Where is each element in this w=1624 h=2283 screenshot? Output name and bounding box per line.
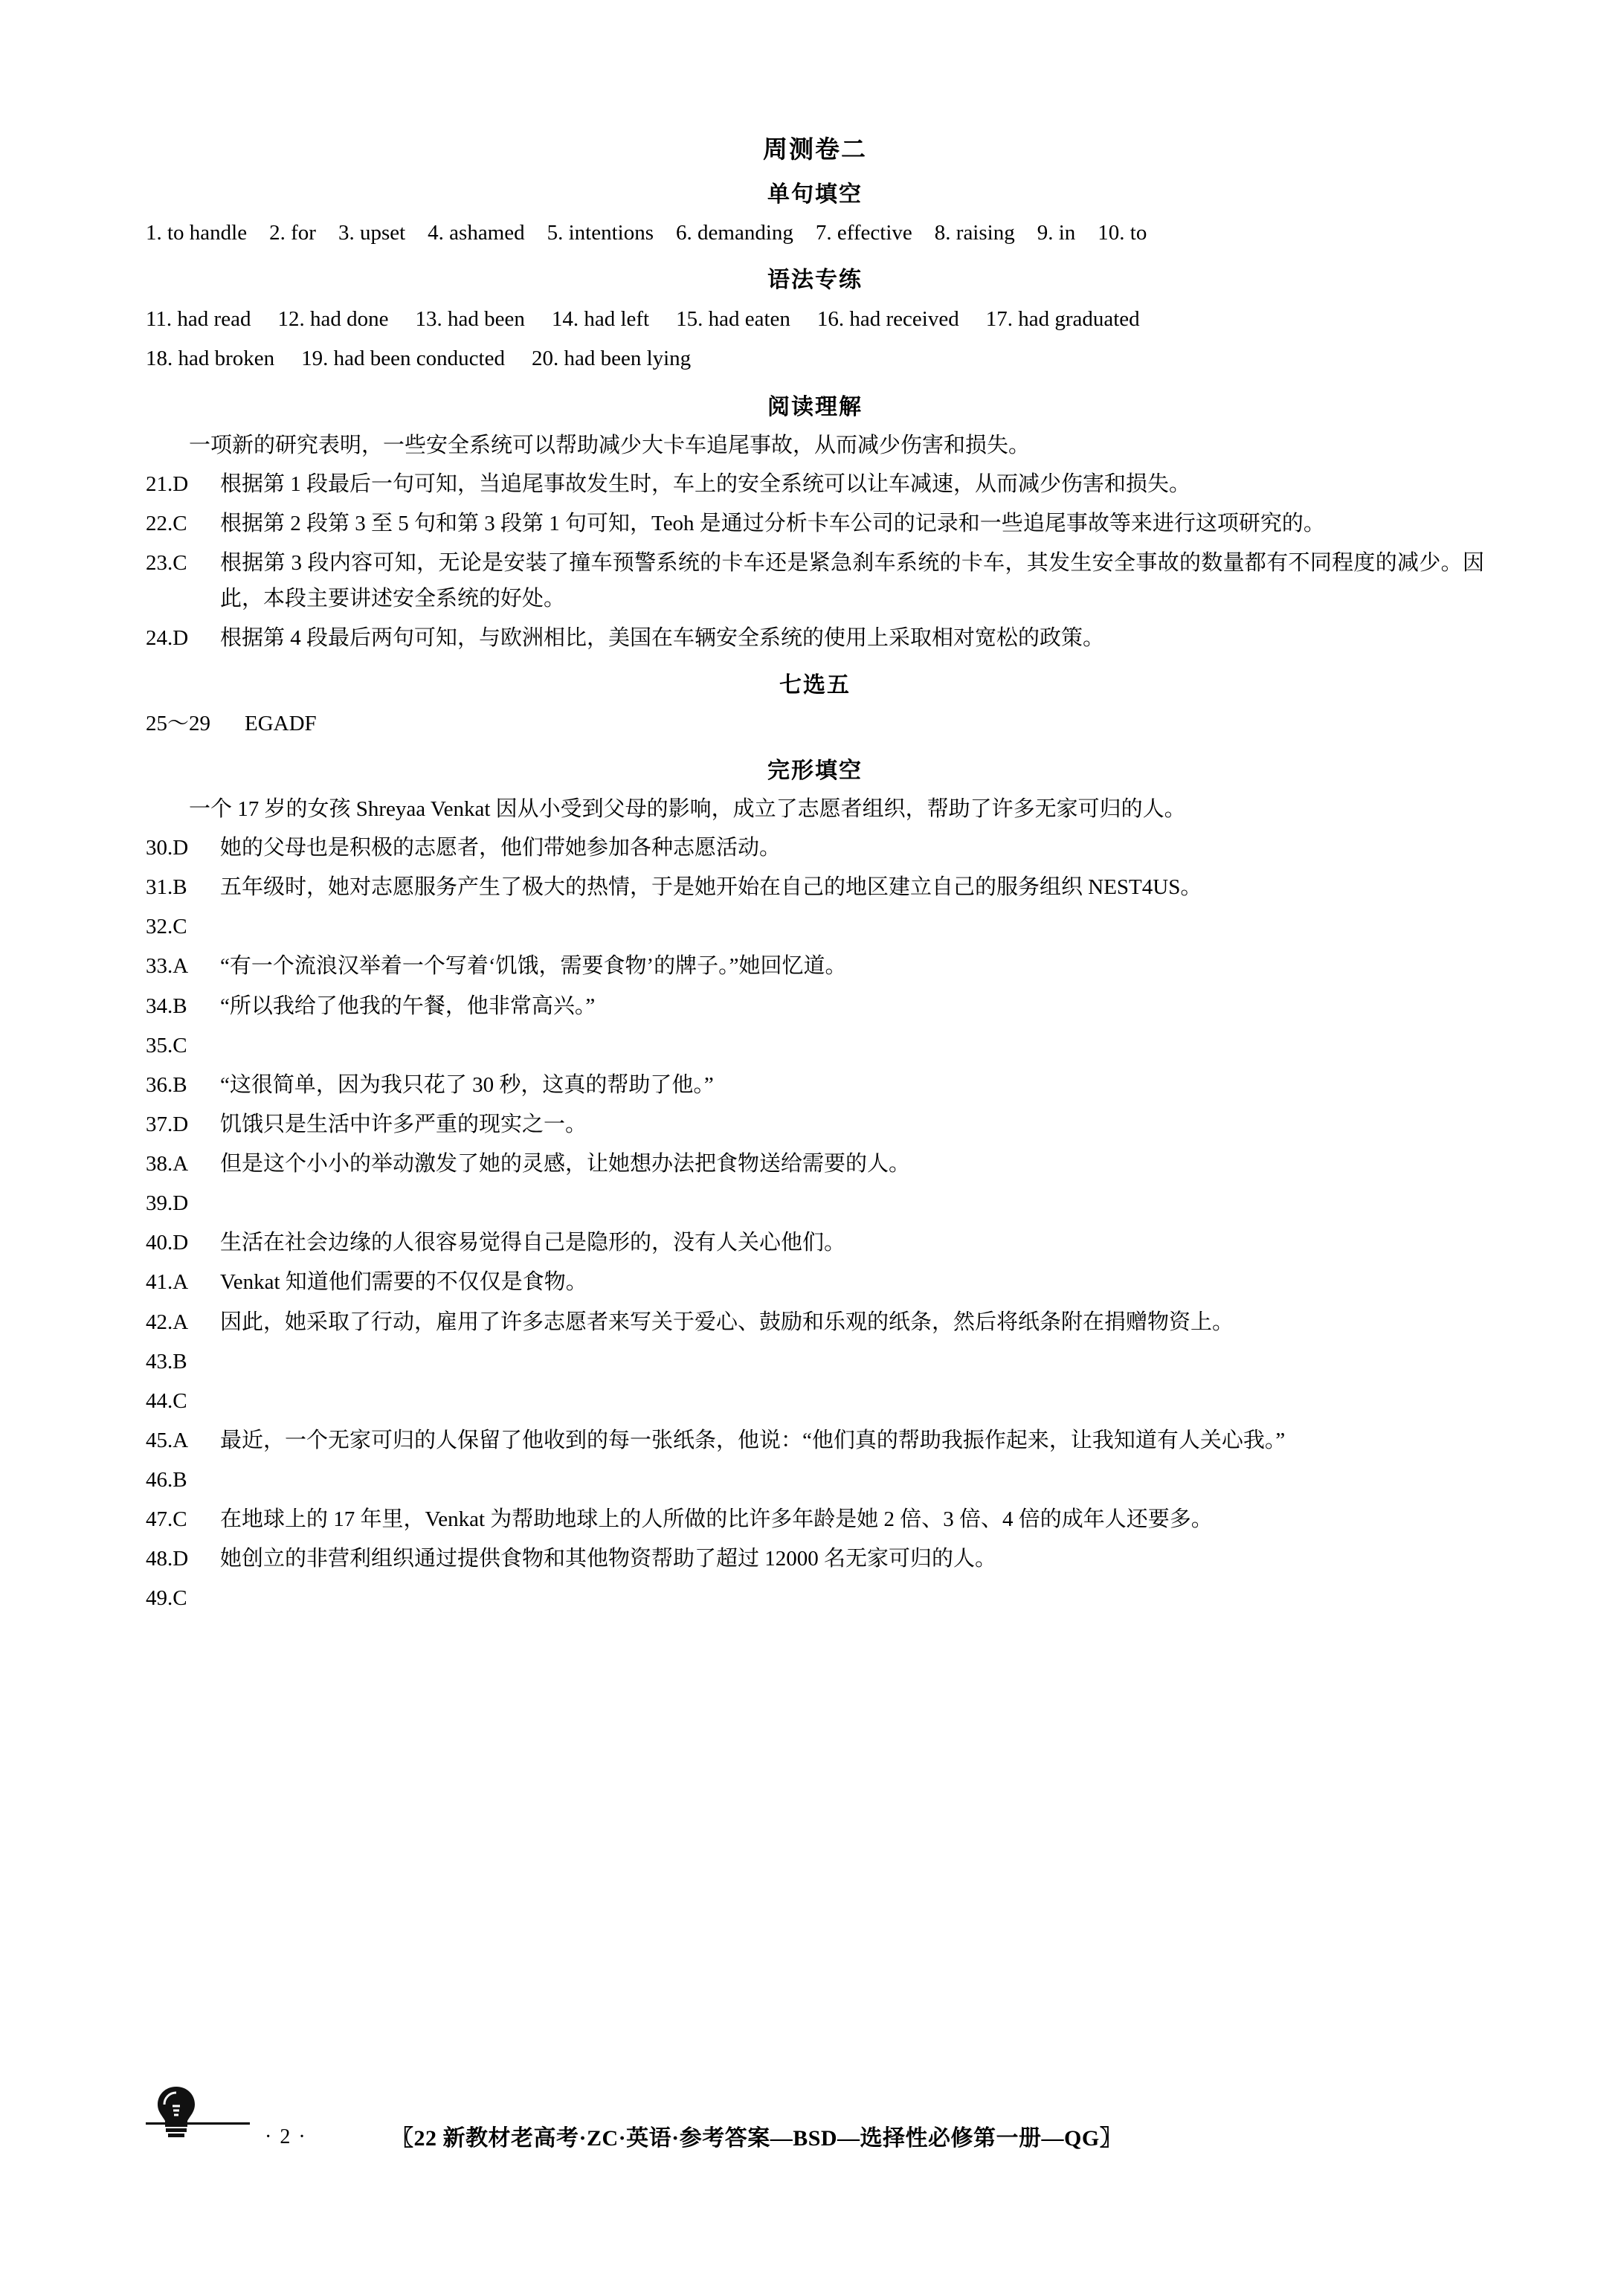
cloze-summary: 一个 17 岁的女孩 Shreyaa Venkat 因从小受到父母的影响，成立了志愿者组织，帮助了许多无家可归的人。	[189, 797, 1186, 822]
answer-text: 因此，她采取了行动，雇用了许多志愿者来写关于爱心、鼓励和乐观的纸条，然后将纸条附在捐赠物资上。	[220, 1310, 1234, 1334]
answer-text: 她的父母也是积极的志愿者，他们带她参加各种志愿活动。	[220, 836, 782, 860]
answer-number: 33.A	[146, 954, 189, 979]
page-content	[146, 130, 1484, 1620]
answer-item: 6. demanding	[676, 221, 793, 245]
reading-summary: 一项新的研究表明，一些安全系统可以帮助减少大卡车追尾事故，从而减少伤害和损失。	[189, 433, 1031, 457]
answer-number: 23.C	[146, 550, 187, 575]
answer-explanation-33	[146, 948, 1484, 984]
answer-item: 19. had been conducted	[301, 347, 505, 371]
answer-explanation-44	[146, 1383, 1484, 1419]
answer-item: 12. had done	[277, 306, 389, 331]
answer-number: 34.B	[146, 994, 187, 1018]
answer-item: 11. had read	[146, 306, 251, 331]
answer-item: 7. effective	[815, 221, 912, 245]
section-heading-grammar: 语法专练	[767, 267, 863, 292]
answer-number: 40.D	[146, 1231, 189, 1255]
answer-item: 17. had graduated	[985, 306, 1140, 331]
grammar-answers-row-1	[146, 301, 1484, 338]
answer-text: 饥饿只是生活中许多严重的现实之一。	[220, 1112, 587, 1136]
answer-explanation-49	[146, 1580, 1484, 1616]
answer-item: 10. to	[1098, 221, 1147, 245]
answer-explanation-45	[146, 1423, 1484, 1458]
answer-text	[217, 909, 1484, 944]
answer-text: 但是这个小小的举动激发了她的灵感，让她想办法把食物送给需要的人。	[220, 1152, 911, 1176]
answer-explanation-47	[146, 1501, 1484, 1537]
answer-number: 44.C	[146, 1388, 187, 1413]
answer-explanation-31	[146, 869, 1484, 905]
answer-explanation-42	[146, 1304, 1484, 1340]
answer-number: 46.B	[146, 1468, 187, 1493]
answer-number: 38.A	[146, 1152, 189, 1176]
answer-item: 8. raising	[934, 221, 1015, 245]
answer-item: 5. intentions	[547, 221, 654, 245]
answer-number: 21.D	[146, 471, 189, 496]
answer-text	[217, 1580, 1484, 1616]
answer-explanation-23	[146, 545, 1484, 616]
answer-text: 她创立的非营利组织通过提供食物和其他物资帮助了超过 12000 名无家可归的人。	[220, 1547, 997, 1571]
answer-text	[217, 1344, 1484, 1379]
answer-text: 在地球上的 17 年里，Venkat 为帮助地球上的人所做的比许多年龄是她 2 倍、3 倍、4 倍的成年人还要多。	[220, 1507, 1213, 1532]
answer-number: 22.C	[146, 511, 187, 535]
answer-explanation-35	[146, 1028, 1484, 1063]
answer-number: 41.A	[146, 1270, 189, 1295]
answer-item: 16. had received	[816, 306, 959, 331]
answer-item: 3. upset	[338, 221, 406, 245]
answer-explanation-41	[146, 1264, 1484, 1300]
answer-number: 49.C	[146, 1586, 187, 1611]
answer-text: 根据第 4 段最后两句可知，与欧洲相比，美国在车辆安全系统的使用上采取相对宽松的政策。	[220, 626, 1105, 651]
section-heading-reading: 阅读理解	[767, 394, 863, 419]
answer-explanation-34	[146, 988, 1484, 1024]
answer-explanation-24	[146, 620, 1484, 656]
answer-number: 36.B	[146, 1072, 187, 1097]
answer-item: 13. had been	[415, 306, 525, 331]
answer-explanation-46	[146, 1462, 1484, 1498]
page-title: 周测卷二	[763, 137, 867, 164]
answer-text	[217, 1383, 1484, 1419]
section-heading-fill-in-blanks: 单句填空	[767, 182, 863, 207]
answer-text: “有一个流浪汉举着一个写着‘饥饿，需要食物’的牌子。”她回忆道。	[220, 954, 847, 979]
answer-text: “这很简单，因为我只花了 30 秒，这真的帮助了他。”	[220, 1072, 714, 1097]
answer-explanation-37	[146, 1107, 1484, 1142]
answer-text: 根据第 2 段第 3 至 5 句和第 3 段第 1 句可知，Teoh 是通过分析卡车公司的记录和一些追尾事故等来进行这项研究的。	[220, 511, 1325, 535]
footer-title: 〖22 新教材老高考·ZC·英语·参考答案—BSD—选择性必修第一册—QG〗	[391, 2126, 1123, 2151]
answer-explanation-40	[146, 1225, 1484, 1260]
section-heading-seven-choose-five: 七选五	[779, 673, 851, 698]
answer-text: 五年级时，她对志愿服务产生了极大的热情，于是她开始在自己的地区建立自己的服务组织 NEST4US。	[220, 875, 1202, 900]
grammar-answers-row-2	[146, 341, 1484, 377]
answer-explanation-36	[146, 1067, 1484, 1103]
answer-explanation-32	[146, 909, 1484, 944]
answer-number: 32.C	[146, 915, 187, 939]
answer-number: 43.B	[146, 1349, 187, 1374]
answer-text	[217, 1185, 1484, 1221]
answer-number: 48.D	[146, 1547, 189, 1571]
answer-explanation-30	[146, 830, 1484, 866]
publisher-logo-icon	[150, 2084, 202, 2140]
answer-item: 2. for	[269, 221, 316, 245]
answer-text: 生活在社会边缘的人很容易觉得自己是隐形的，没有人关心他们。	[220, 1231, 846, 1255]
answer-item: 9. in	[1037, 221, 1076, 245]
question-range: 25～29	[146, 712, 211, 736]
answer-explanation-22	[146, 506, 1484, 541]
section-heading-cloze: 完形填空	[767, 759, 863, 784]
answer-item: 20. had been lying	[531, 347, 692, 371]
answer-number: 37.D	[146, 1112, 189, 1136]
answer-number: 47.C	[146, 1507, 187, 1532]
answer-text: 最近，一个无家可归的人保留了他收到的每一张纸条，他说：“他们真的帮助我振作起来，让我知道有人关心我。”	[220, 1428, 1286, 1452]
answer-number: 35.C	[146, 1033, 187, 1057]
answer-number: 30.D	[146, 836, 189, 860]
fill-in-blanks-answers	[146, 216, 1484, 251]
answer-text	[217, 1028, 1484, 1063]
answer-text: “所以我给了他我的午餐，他非常高兴。”	[220, 994, 596, 1018]
answer-number: 45.A	[146, 1428, 189, 1452]
answer-text: Venkat 知道他们需要的不仅仅是食物。	[220, 1270, 587, 1295]
answer-number: 39.D	[146, 1191, 189, 1216]
answer-explanation-39	[146, 1185, 1484, 1221]
answer-number: 31.B	[146, 875, 187, 900]
answer-number: 42.A	[146, 1310, 189, 1334]
answer-explanation-21	[146, 466, 1484, 502]
seven-choose-five-answers	[146, 706, 1484, 741]
answer-explanation-43	[146, 1344, 1484, 1379]
answer-text: 根据第 3 段内容可知，无论是安装了撞车预警系统的卡车还是紧急刹车系统的卡车，其发生安全事故的数量都有不同程度的减少。因此，本段主要讲述安全系统的好处。	[220, 550, 1484, 611]
answer-item: 18. had broken	[146, 347, 275, 371]
answer-item: 14. had left	[551, 306, 650, 331]
answer-text	[217, 1462, 1484, 1498]
answer-number: 24.D	[146, 626, 189, 651]
answer-text: 根据第 1 段最后一句可知，当追尾事故发生时，车上的安全系统可以让车减速，从而减少伤害和损失。	[220, 471, 1191, 496]
answer-item: 15. had eaten	[676, 306, 790, 331]
page-number: · 2 ·	[265, 2125, 307, 2148]
answer-letters: EGADF	[245, 712, 317, 736]
answer-item: 1. to handle	[146, 221, 248, 245]
answer-explanation-48	[146, 1541, 1484, 1577]
answer-explanation-38	[146, 1146, 1484, 1182]
page-footer	[146, 2109, 1484, 2198]
answer-item: 4. ashamed	[428, 221, 525, 245]
